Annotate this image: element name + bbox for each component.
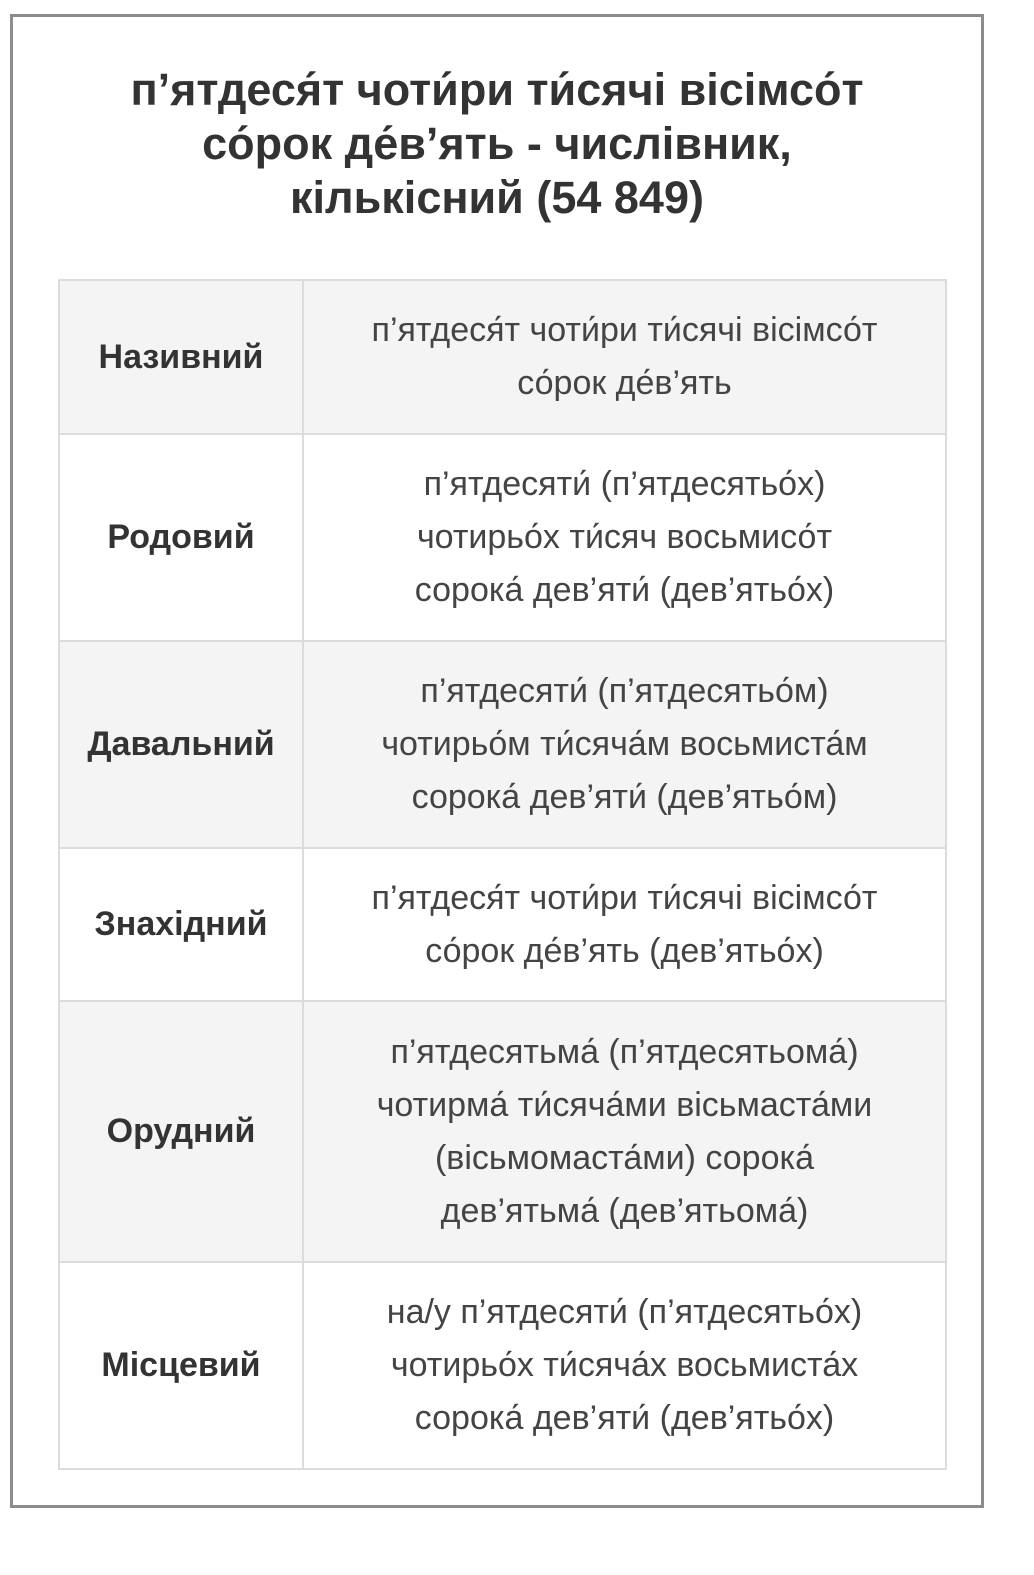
- case-label: Місцевий: [59, 1262, 303, 1469]
- form-line: сорока́ дев’яти́ (дев’ятьо́х): [414, 1399, 835, 1437]
- form-line: сорока́ дев’яти́ (дев’ятьо́м): [411, 778, 838, 816]
- form-line: п’ятдесятьма́ (п’ятдесятьома́): [390, 1032, 859, 1071]
- title-line-1: п’ятдеся́т чоти́ри ти́сячі вісімсо́т: [130, 64, 864, 115]
- title-line-3: кількісний (54 849): [290, 172, 704, 223]
- declension-card: [10, 14, 984, 1508]
- case-form: [303, 1001, 946, 1262]
- title-line-2: со́рок де́в’ять - числівник,: [202, 118, 792, 169]
- form-line: чотирьо́х ти́сяч восьмисо́т: [416, 518, 833, 556]
- case-label: Називний: [59, 280, 303, 434]
- table-row-accusative: [59, 848, 946, 1001]
- form-line: чотирьо́м ти́сяча́м восьмиста́м: [381, 725, 868, 763]
- table-row-locative: [59, 1262, 946, 1469]
- case-form: [303, 280, 946, 434]
- form-line: п’ятдеся́т чоти́ри ти́сячі вісімсо́т: [371, 878, 878, 917]
- table-row-genitive: [59, 434, 946, 641]
- case-form: [303, 434, 946, 641]
- form-line: п’ятдесяти́ (п’ятдесятьо́х): [423, 465, 826, 503]
- table-row-nominative: [59, 280, 946, 434]
- form-line: сорока́ дев’яти́ (дев’ятьо́х): [414, 571, 835, 609]
- table-row-dative: [59, 641, 946, 848]
- form-line: со́рок де́в’ять: [517, 364, 732, 402]
- form-line: со́рок де́в’ять (дев’ятьо́х): [425, 931, 824, 970]
- page-title: [53, 63, 941, 225]
- case-form: [303, 1262, 946, 1469]
- case-form: [303, 848, 946, 1001]
- case-form: [303, 641, 946, 848]
- table-row-instrumental: [59, 1001, 946, 1262]
- declension-table: [58, 279, 947, 1470]
- form-line: п’ятдесяти́ (п’ятдесятьо́м): [420, 672, 829, 710]
- form-line: п’ятдеся́т чоти́ри ти́сячі вісімсо́т: [371, 311, 878, 349]
- form-line: (вісьмомаста́ми) сорока́: [434, 1138, 815, 1177]
- case-label: Родовий: [59, 434, 303, 641]
- case-label: Давальний: [59, 641, 303, 848]
- form-line: на/у п’ятдесяти́ (п’ятдесятьо́х): [386, 1293, 863, 1331]
- case-label: Орудний: [59, 1001, 303, 1262]
- form-line: чотирма́ ти́сяча́ми вісьмаста́ми: [376, 1085, 873, 1124]
- case-label: Знахідний: [59, 848, 303, 1001]
- form-line: дев’ятьма́ (дев’ятьома́): [440, 1191, 809, 1230]
- form-line: чотирьо́х ти́сяча́х восьмиста́х: [390, 1346, 859, 1384]
